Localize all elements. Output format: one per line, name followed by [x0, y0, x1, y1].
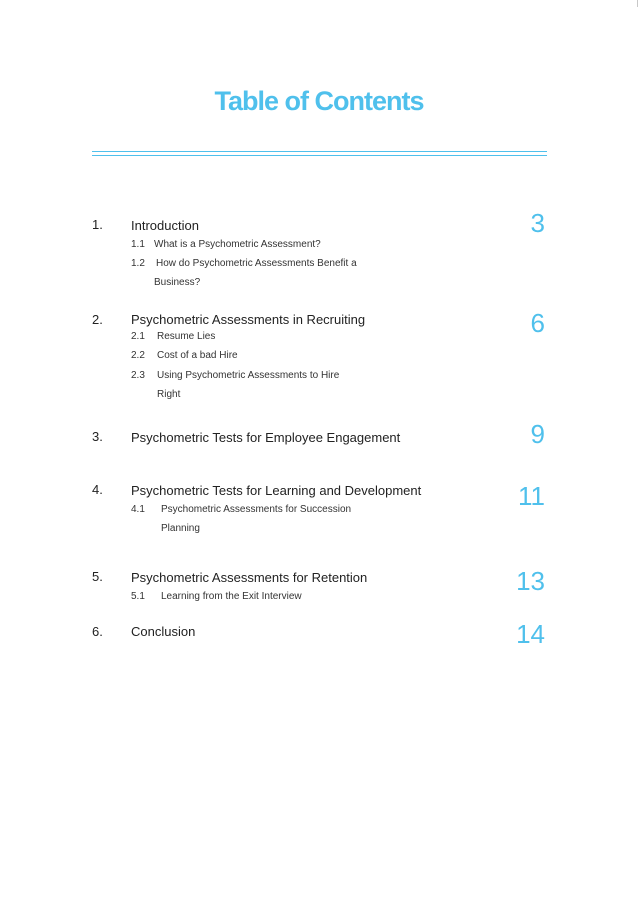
section-page-number: 3: [530, 208, 545, 238]
subsection-number: 2.1: [131, 331, 145, 342]
subsection-number: 4.1: [131, 504, 145, 515]
subsection-number: 2.2: [131, 350, 145, 361]
subsection-number: 2.3: [131, 370, 145, 381]
section-title[interactable]: Psychometric Tests for Learning and Development: [131, 483, 422, 498]
section-number: 5.: [92, 569, 103, 584]
subsection-title[interactable]: Resume Lies: [157, 331, 216, 342]
section-number: 3.: [92, 429, 103, 444]
subsection-title[interactable]: Cost of a bad Hire: [157, 350, 238, 361]
subsection-title[interactable]: Learning from the Exit Interview: [161, 591, 302, 602]
subsection-title[interactable]: Using Psychometric Assessments to Hire: [157, 370, 340, 381]
section-number: 2.: [92, 312, 103, 327]
section-page-number: 14: [516, 619, 545, 649]
section-title[interactable]: Introduction: [131, 218, 199, 233]
subsection-number: 1.1: [131, 239, 145, 250]
section-number: 4.: [92, 482, 103, 497]
section-title[interactable]: Psychometric Assessments in Recruiting: [131, 312, 366, 327]
section-title[interactable]: Psychometric Tests for Employee Engagement: [131, 430, 401, 445]
section-page-number: 11: [518, 481, 545, 511]
subsection-title-continued[interactable]: Business?: [154, 277, 201, 288]
subsection-title[interactable]: Psychometric Assessments for Succession: [161, 504, 352, 515]
section-title[interactable]: Psychometric Assessments for Retention: [131, 570, 368, 585]
title-divider-bottom: [92, 155, 547, 156]
subsection-number: 5.1: [131, 591, 145, 602]
section-title[interactable]: Conclusion: [131, 624, 196, 639]
subsection-title[interactable]: What is a Psychometric Assessment?: [154, 239, 321, 250]
subsection-title-continued[interactable]: Planning: [161, 523, 200, 534]
page-title: Table of Contents: [214, 86, 424, 116]
title-divider-top: [92, 151, 547, 152]
section-page-number: 9: [530, 419, 545, 449]
section-number: 6.: [92, 624, 103, 639]
subsection-number: 1.2: [131, 258, 145, 269]
subsection-title-continued[interactable]: Right: [157, 389, 181, 400]
section-number: 1.: [92, 217, 103, 232]
section-page-number: 13: [516, 566, 545, 596]
section-page-number: 6: [530, 308, 545, 338]
subsection-title[interactable]: How do Psychometric Assessments Benefit a: [156, 258, 357, 269]
